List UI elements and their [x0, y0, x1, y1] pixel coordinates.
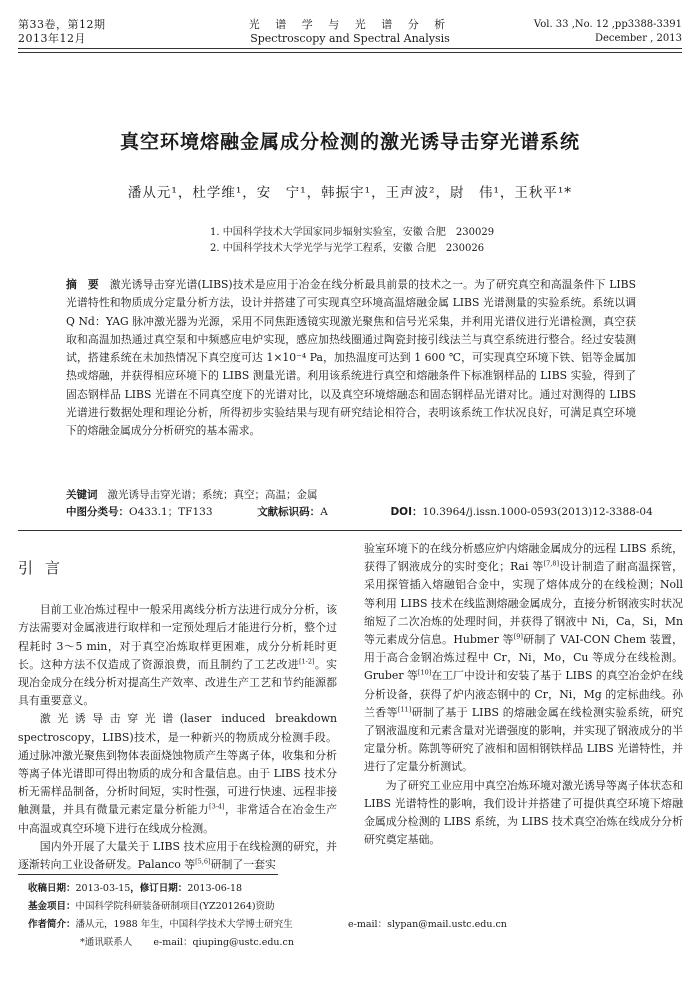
body-column-right: [364, 540, 683, 849]
abstract-divider: [18, 530, 682, 531]
paper-title: 真空环境熔融金属成分检测的激光诱导击穿光谱系统: [119, 131, 580, 153]
received-date-line: 收稿日期：2013-03-15，修订日期：2013-06-18: [28, 883, 243, 894]
section-heading-introduction: 引言: [18, 559, 73, 577]
journal-pages-header: [534, 18, 682, 46]
paragraph: 国内外开展了大量关于 LIBS 技术应用于在线检测的研究，并逐渐转向工业设备研发。Palanco 等[5,6]研制了一套实: [18, 839, 337, 872]
affiliation-2: 2. 中国科学技术大学光学与光学工程系，安徽 合肥 230026: [210, 243, 485, 254]
author-list: 潘从元¹，杜学维¹，安 宁¹，韩振宇¹，王声波²，尉 伟¹，王秋平¹*: [127, 185, 573, 201]
affiliation-1: 1. 中国科学技术大学国家同步辐射实验室，安徽 合肥 230029: [210, 227, 495, 238]
paragraph: 激光诱导击穿光谱(laser induced breakdown spectroscopy，LIBS)技术，是一种新兴的物质成分检测手段。通过脉冲激光聚焦到物体表面烧蚀物质产生等离子体，收集和分析等离子体光谱即可得出物质的成分和含量信息。由于 LIBS 技术分析无需样品制备，分析时间短，实时性强，可进行快速、远程非接触测量，并具有微量元素定量分析能力[3-4]，非常适合在冶金生产中高温或真空环境下进行在线成分检测。: [18, 712, 337, 835]
footnote-divider: [18, 874, 278, 875]
vol-pages: Vol. 33 ,No. 12 ,pp3388-3391: [533, 19, 682, 30]
keywords-text: 激光诱导击穿光谱；系统；真空；高温；金属: [107, 489, 318, 501]
keywords-label: 关键词: [66, 489, 98, 501]
author-bio-line: 作者简介：潘从元，1988 年生，中国科学技术大学博士研究生 e-mail：slypan@mail.ustc.edu.cn: [28, 916, 294, 934]
abstract-text: 激光诱导击穿光谱(LIBS)技术是应用于冶金在线分析最具前景的技术之一。为了研究真空和高温条件下 LIBS 光谱特性和物质成分定量分析方法，设计并搭建了可实现真空环境高温熔融金属 LIBS 光谱测量的实验系统。系统以调 Q Nd：YAG 脉冲激光器为光源，采用不同焦距透镜实现激光聚焦和信号光采集，并利用光谱仪进行光谱检测，真空获取和高温加热通过真空泵和中频感应电炉实现，感应加热线圈通过陶瓷封接引线法兰与真空系统进行整合。经过安装测试，搭建系统在未加热情况下真空度可达 1×10⁻⁴ Pa，加热温度可达到 1 600 ℃，可实现真空环境下铁、铝等金属加热或熔融，并获得相应环境下的 LIBS 测量光谱。利用该系统进行真空和熔融条件下标准钢样品的 LIBS 实验，得到了固态钢样品 LIBS 光谱在不同真空度下的光谱对比，以及真空环境熔融态和固态钢样品光谱对比。通过对测得的 LIBS 光谱进行数据处理和理论分析，所得初步实验结果与现有研究结论相符合，表明该系统工作状况良好，可满足真空环境下的熔融金属成分分析研究的基本需求。: [66, 278, 637, 438]
doc-code-value: A: [320, 506, 328, 518]
header-divider-thin: [18, 52, 682, 53]
abstract: [66, 276, 636, 441]
clc-value: O433.1；TF133: [129, 506, 213, 518]
fund-line: 基金项目：中国科学院科研装备研制项目(YZ201264)资助: [28, 901, 275, 912]
header-divider: [18, 48, 682, 49]
corresponding-author-line: *通讯联系人 e-mail：qiuping@ustc.edu.cn: [80, 937, 294, 948]
doc-code-label: 文献标识码：: [257, 506, 321, 518]
classification-line: [66, 503, 653, 521]
issue-date: 2013年12月: [18, 32, 86, 45]
body-column-left: [18, 540, 337, 874]
keywords: [66, 486, 318, 504]
affiliations: [210, 225, 494, 257]
journal-name-cn: 光 谱 学 与 光 谱 分 析: [248, 18, 452, 31]
doi-value: 10.3964/j.issn.1000-0593(2013)12-3388-04: [422, 506, 653, 518]
doi-label: DOI：: [390, 506, 423, 518]
clc-label: 中图分类号：: [66, 506, 129, 518]
citation: [3-4]: [209, 802, 225, 811]
corresponding-email: e-mail：qiuping@ustc.edu.cn: [153, 937, 294, 948]
journal-name-en: Spectroscopy and Spectral Analysis: [250, 32, 450, 45]
abstract-label: 摘 要: [66, 278, 99, 291]
citation: [1-2]: [298, 657, 315, 666]
citation: [7,8]: [543, 559, 560, 568]
paragraph: 为了研究工业应用中真空冶炼环境对激光诱导等离子体状态和 LIBS 光谱特性的影响，我们设计并搭建了可提供真空环境下熔融金属成分检测的 LIBS 系统，为 LIBS 技术真空冶炼在线成分分析研究奠定基础。: [364, 778, 683, 847]
month-year: December , 2013: [594, 33, 682, 44]
author-email: e-mail：slypan@mail.ustc.edu.cn: [348, 919, 507, 930]
citation: [9]: [513, 632, 523, 641]
footnotes: [28, 880, 507, 952]
citation: [10]: [417, 668, 432, 677]
paragraph: 目前工业冶炼过程中一般采用离线分析方法进行成分分析，该方法需要对金属液进行取样和一定预处理后才能进行分析，整个过程耗时 3～5 min，对于真空冶炼取样更困难，成分分析耗时更长。这种方法不仅造成了资源浪费，而且制约了工艺改进[1-2]。实现冶金成分在线分析对提高生产效率、改进生产工艺和节约能源都具有重要意义。: [18, 603, 337, 708]
volume-issue: 第33卷，第12期: [18, 18, 106, 31]
paragraph: 验室环境下的在线分析感应炉内熔融金属成分的远程 LIBS 系统，获得了钢液成分的实时变化；Rai 等[7,8]设计制造了耐高温探管，采用探管插入熔融铝合金中，实现了熔体成分的在线检测；Noll 等利用 LIBS 技术在线监测熔融金属成分，直接分析钢液实时状况缩短了二次冶炼的处理时间，并获得了钢液中 Ni，Ca，Si，Mn 等元素成分信息。Hubmer 等[9]研制了 VAI-CON Chem 装置，用于高合金钢冶炼过程中 Cr，Ni，Mo，Cu 等成分在线检测。Gruber 等[10]在工厂中设计和安装了基于 LIBS 的真空冶金炉在线分析设备，获得了炉内液态钢中的 Cr，Ni，Mg 的定标曲线。孙兰香等[11]研制了基于 LIBS 的熔融金属在线检测实验系统，研究了钢液温度和元素含量对光谱强度的影响，并实现了钢液成分的半定量分析。陈凯等研究了液相和固相钢铁样品 LIBS 光谱特性，并进行了定量分析测试。: [364, 542, 683, 774]
citation: [5,6]: [195, 857, 211, 866]
citation: [11]: [397, 705, 412, 714]
